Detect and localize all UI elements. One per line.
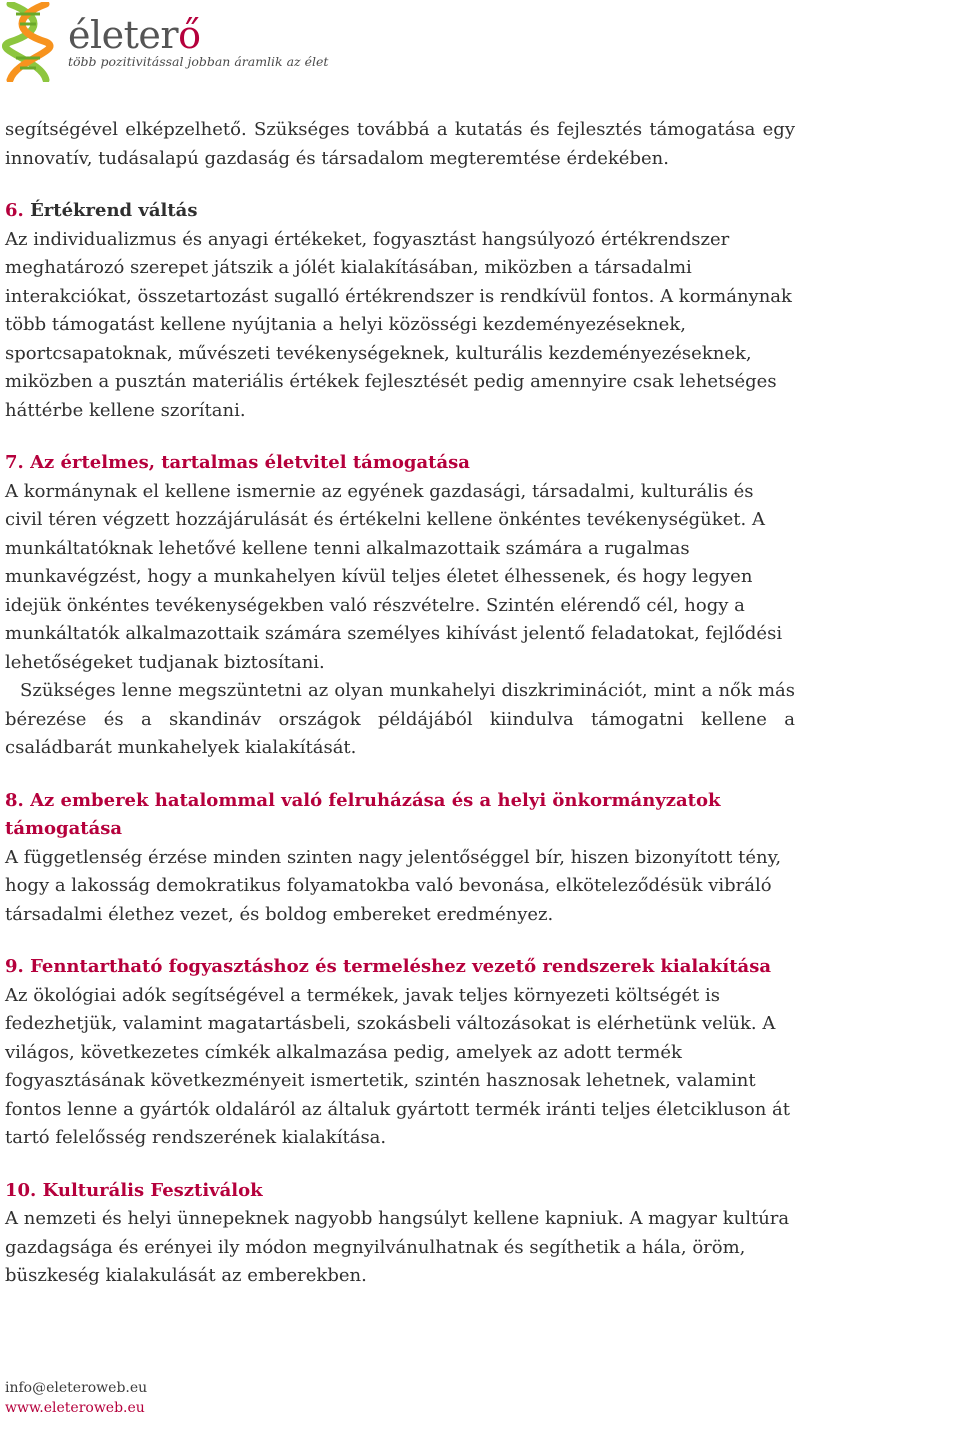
section-8-heading <box>5 787 795 844</box>
section-8-title: Az emberek hatalommal való felruházása és a helyi önkormányzatok <box>30 789 721 811</box>
section-7-body-2: Szükséges lenne megszüntetni az olyan munkahelyi diszkriminációt, mint a nők más bérezése és a skandináv országok példájából kiindulva támogatni kellene a családbarát munkahelyek kialakítását. <box>5 680 795 758</box>
section-spacer <box>5 929 795 953</box>
section-8-title-line-2: támogatása <box>5 818 123 839</box>
section-6-heading <box>5 197 795 226</box>
section-7-number: 7. <box>5 452 24 473</box>
section-8-body: A függetlenség érzése minden szinten nagy jelentőséggel bír, hiszen bizonyított tény, hogy a lakosság demokratikus folyamatokba való bevonása, elköteleződésük vibráló társadalmi élethez vezet, és boldog embereket eredményez. <box>5 846 782 925</box>
document-body <box>5 116 795 1291</box>
section-7-heading <box>5 449 795 478</box>
section-6-title: Értékrend váltás <box>30 200 198 221</box>
section-6-number: 6. <box>5 200 24 221</box>
section-spacer <box>5 173 795 197</box>
dna-helix-icon <box>2 2 54 82</box>
section-9-body: Az ökológiai adók segítségével a termékek, javak teljes környezeti költségét is fedezhetjük, valamint magatartásbeli, szokásbeli változásokat is elérhetünk velük. A világos, következetes címkék alkalmazása pedig, amelyek az adott termék fogyasztásának következményeit ismertetik, szintén hasznosak lehetnek, valamint fontos lenne a gyártók oldaláról az általuk gyártott termék iránti teljes életcikluson át tartó felelősség rendszerének kialakítása. <box>5 984 790 1148</box>
brand-accent: ő <box>178 13 201 57</box>
section-10-title: Kulturális Fesztiválok <box>42 1179 263 1201</box>
page-footer <box>5 1378 147 1418</box>
brand-prefix: életer <box>68 13 179 57</box>
page-header <box>0 0 960 90</box>
section-spacer <box>5 1153 795 1177</box>
section-9-number: 9. <box>5 956 24 977</box>
section-9-heading <box>5 953 795 982</box>
intro-paragraph: segítségével elképzelhető. Szükséges továbbá a kutatás és fejlesztés támogatása egy innovatív, tudásalapú gazdaság és társadalom megteremtése érdekében. <box>5 119 795 169</box>
section-9-title: Fenntartható fogyasztáshoz és termeléshez vezető rendszerek kialakítása <box>30 956 771 977</box>
section-8-number: 8. <box>5 789 24 811</box>
brand-logo-text <box>68 13 201 57</box>
section-10-heading <box>5 1177 795 1206</box>
section-7-title: Az értelmes, tartalmas életvitel támogatása <box>30 452 470 473</box>
section-spacer <box>5 425 795 449</box>
section-7-body: A kormánynak el kellene ismernie az egyének gazdasági, társadalmi, kulturális és civil téren végzett hozzájárulását és értékelni kellene önkéntes tevékenységüket. A munkáltatóknak lehetővé kellene tenni alkalmazottaik számára a rugalmas munkavégzést, hogy a munkahelyen kívül teljes életet élhessenek, és hogy legyen idejük önkéntes tevékenységekben való részvételre. Szintén elérendő cél, hogy a munkáltatók alkalmazottaik számára személyes kihívást jelentő feladatokat, fejlődési lehetőségeket tudjanak biztosítani. <box>5 480 783 673</box>
section-10-number: 10. <box>5 1179 37 1201</box>
brand-tagline: több pozitivitással jobban áramlik az élet <box>68 54 329 69</box>
section-10-body: A nemzeti és helyi ünnepeknek nagyobb hangsúlyt kellene kapniuk. A magyar kultúra gazdagsága és erényei ily módon megnyilvánulhatnak és segíthetik a hála, öröm, büszkeség kialakulását az emberekben. <box>5 1208 790 1286</box>
section-6-body: Az individualizmus és anyagi értékeket, fogyasztást hangsúlyozó értékrendszer meghatározó szerepet játszik a jólét kialakításában, miközben a társadalmi interakciókat, összetartozást sugalló értékrendszer is rendkívül fontos. A kormánynak több támogatást kellene nyújtania a helyi közösségi kezdeményezéseknek, sportcsapatoknak, művészeti tevékenységeknek, kulturális kezdeményezéseknek, miközben a pusztán materiális értékek fejlesztését pedig amennyire csak lehetséges háttérbe kellene szorítani. <box>5 228 792 421</box>
footer-email-link[interactable]: info@eleteroweb.eu <box>5 1380 148 1396</box>
section-spacer <box>5 763 795 787</box>
footer-website-link[interactable]: www.eleteroweb.eu <box>5 1400 145 1416</box>
